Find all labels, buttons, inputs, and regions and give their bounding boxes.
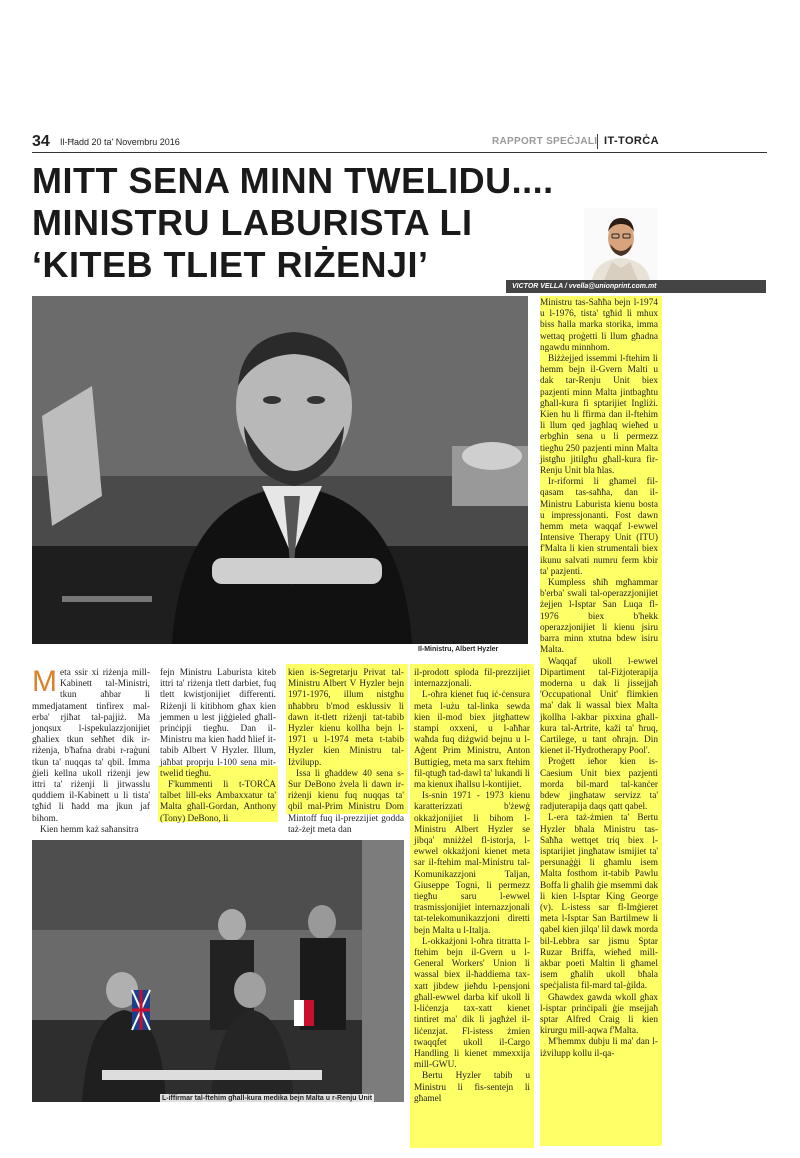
- paragraph: L-era taż-żmien ta' Bertu Hyzler bħala Ministru tas-Saħħa wettqet triq biex l-isptarijiet jingħataw ismijiet ta' persunaġġi li għamlu isem Malta fosthom it-tabib Pawlu Boffa li għalih ġie msemmi dak li kien l-Isptar King George (v). L-istess sar fl-Imġieret meta l-Isptar San Bartilmew li qabel kien jilqa' lil dawk morda bil-Lebbra sar jismu Sptar Ruzar Briffa, wieħed mill-akbar poeti Maltin li għamel isem għalih ukoll bħala speċjalista fil-mard tal-ġilda.: [540, 813, 658, 992]
- headline-line-2: MINISTRU LABURISTA LI: [32, 202, 473, 243]
- byline: VICTOR VELLA / vvella@unionprint.com.mt: [506, 280, 766, 293]
- article-column-2: [160, 668, 276, 825]
- publication-name: IT-TORĊA: [604, 135, 659, 147]
- issue-date: Il-Ħadd 20 ta' Novembru 2016: [60, 137, 180, 147]
- headline-line-1: MITT SENA MINN TWELIDU....: [32, 160, 554, 201]
- paragraph: L-oħra kienet fuq iċ-ċensura meta l-użu tal-linka sewda kien il-mod biex jitgħattew stampi oxxeni, u l-aħħar waħda fuq diżgwid bejnu u l-Aġent Prim Ministru, Anton Buttigieg, meta ma sarx ftehim fil-qtugħ tad-dawl ta' lukandi li ma kienux iħallsu l-kontijiet.: [414, 690, 530, 791]
- article-column-3: [288, 668, 404, 836]
- paragraph: Għawdex gawda wkoll għax l-isptar prinċipali ġie msejjaħ sptar Alfred Craig li kien kirurgu mill-aqwa f'Malta.: [540, 992, 658, 1037]
- page-number: 34: [32, 133, 50, 150]
- headline-line-3: ‘KITEB TLIET RIŻENJI’: [32, 244, 429, 285]
- paragraph: Ir-riformi li għamel fil-qasam tas-saħħa, dan il-Ministru Laburista kienu bosta u impressjonanti. Fost dawn hemm meta waqqaf l-ewwel Intensive Therapy Unit (ITU) f'Malta li kien strumentali biex ikunu salvati numru ferm kbir ta' pazjenti.: [540, 477, 658, 577]
- paragraph: F'kummenti li t-TORĊA talbet lill-eks Ambaxxatur ta' Malta għall-Gordan, Anthony (Tony) DeBono, li: [160, 780, 276, 824]
- paragraph: fejn Ministru Laburista kiteb ittri ta' riżenja tlett darbiet, fuq tlett kwistjonijiet differenti. Riżenji li kitibhom għax kien jemmen u lest jiġġieled għall-prinċipji tiegħu. Dan il-Ministru ma kien ħadd ħlief it-tabib Albert V Hyzler. Illum, jaħbat proprju l-100 sena mit-twelid tiegħu.: [160, 668, 276, 779]
- header-rule: [32, 152, 767, 153]
- paragraph: Is-snin 1971 - 1973 kienu karatterizzati b'żewġ okkażjonijiet li bihom l-Ministru Albert Hyzler se jibqa' mniżżel fl-istorja, l-ewwel okkażjoni kienet meta sar il-ftehim mal-Ministru tal-Komunikazzjoni Taljan, Giuseppe Togni, li permezz tiegħu saru l-ewwel trasmissjonijiet internazzjonali tat-telekomunikazzjoni diretti bejn Malta u l-Italja.: [414, 791, 530, 936]
- paragraph: Issa li għaddew 40 sena s-Sur DeBono żvela li dawn ir-riżenji kienu fuq nuqqas ta' qbil mal-Prim Ministru Dom Mintoff fuq il-prezzijiet godda taż-żejt meta dan: [288, 768, 404, 835]
- photo-caption-minister: Il-Ministru, Albert Hyzler: [418, 646, 499, 653]
- paragraph: L-okkażjoni l-oħra titratta l-ftehim bejn il-Gvern u l-General Workers' Union li wassal biex il-ħaddiema tax-xatt jibdew jieħdu l-pensjoni għall-ewwel darba kif ukoll li l-liċenzja tax-xatt kienet tintiret ma' dik li jagħżel il-liċenzjat. Fl-istess żmien twaqqfet ukoll il-Cargo Handling li kienet mmexxija mill-GWU.: [414, 936, 530, 1071]
- paragraph: il-prodott sploda fil-prezzijiet internazzjonali.: [414, 668, 530, 690]
- paragraph: Kien hemm każ saħansitra: [40, 824, 139, 835]
- paragraph: Waqqaf ukoll l-ewwel Dipartiment tal-Fiżjoterapija moderna u dak li jissejjaħ 'Occupational Unit' flimkien ma' dak li wassal biex Malta jkollha l-akbar pixxina għall-kura tal-Artrite, kaži ta' ħruq, Cartilege, u tant oħrajn. Din kienet il-'Hydrotherapy Pool'.: [540, 656, 658, 757]
- paragraph: Ministru tas-Saħħa bejn l-1974 u l-1976, tista' tgħid li mhux biss ħalla marka storika, imma wettaq proġetti li llum għadna ngawdu minnhom.: [540, 298, 658, 353]
- paragraph: Bertu Hyzler tabib u Ministru li fis-sentejn li għamel: [414, 1071, 530, 1104]
- main-photo-minister: [32, 296, 528, 644]
- photo-caption-signing: L-iffirmar tal-ftehim għall-kura medika bejn Malta u r-Renju Unit: [162, 1095, 373, 1102]
- paragraph: Biżżejjed issemmi l-ftehim li hemm bejn il-Gvern Malti u dak tar-Renju Unit biex pazjenti minn Malta jintbagħtu għall-kura fi sptarijiet Ingliżi. Kien hu li ffirma dan il-ftehim li llum qed jagħlaq wieħed u erbgħin sena u li permezz tiegħu 250 pazjenti minn Malta jistgħu jitilgħu għall-kura fir-Renju Unit bla ħlas.: [540, 354, 658, 477]
- paragraph: M'hemmx dubju li ma' dan l-iżvilupp kollu il-qa-: [540, 1037, 658, 1059]
- paragraph: Proġett ieħor kien is-Caesium Unit biex pazjenti morda bil-mard tal-kanċer bdew jingħataw servizz ta' radjuterapija daqs qatt qabel.: [540, 757, 658, 813]
- header-divider: [597, 134, 598, 149]
- author-portrait: [584, 208, 658, 280]
- drop-cap: M: [32, 665, 57, 698]
- paragraph: eta ssir xi riżenja mill-Kabinett tal-Ministri, tkun aħbar li mmedjatament tinfirex mal-erba' rjiħat tal-pajjiż. Ma jonqsux l-ispekulazzjonijiet għaliex tkun seħħet dik ir-riżenja, b'ħafna drabi r-raġuni tkun ta' nuqqas ta' qbil. Imma ġieli kellna ukoll riżenji jew ittri ta' riżenji li jitwasslu quddiem il-Kabinett u li tista' tgħid li ħadd ma jkun jaf bihom.: [32, 668, 150, 824]
- section-label: RAPPORT SPEĊJALI: [492, 136, 598, 147]
- article-column-5: [540, 298, 658, 1060]
- article-column-1: [32, 665, 150, 836]
- paragraph: Kumpless sħiħ mgħammar b'erba' swali tal-operazzjonijiet żejjen l-Isptar San Luqa fl-1976 biex b'hekk operazzjonijiet li kienu jsiru barra minn xtutna bdew isiru Malta.: [540, 578, 658, 656]
- signing-photo: [32, 840, 404, 1102]
- paragraph: kien is-Segretarju Privat tal-Ministru Albert V Hyzler bejn 1971-1976, illum nistgħu nħabbru b'mod esklussiv li dawn it-tlett riżenji tat-tabib Hyzler kienu kollha bejn l-1971 u l-1974 meta t-tabib Hyzler kien Ministru tal-Iżvilupp.: [288, 668, 404, 768]
- article-column-4: [414, 668, 530, 1105]
